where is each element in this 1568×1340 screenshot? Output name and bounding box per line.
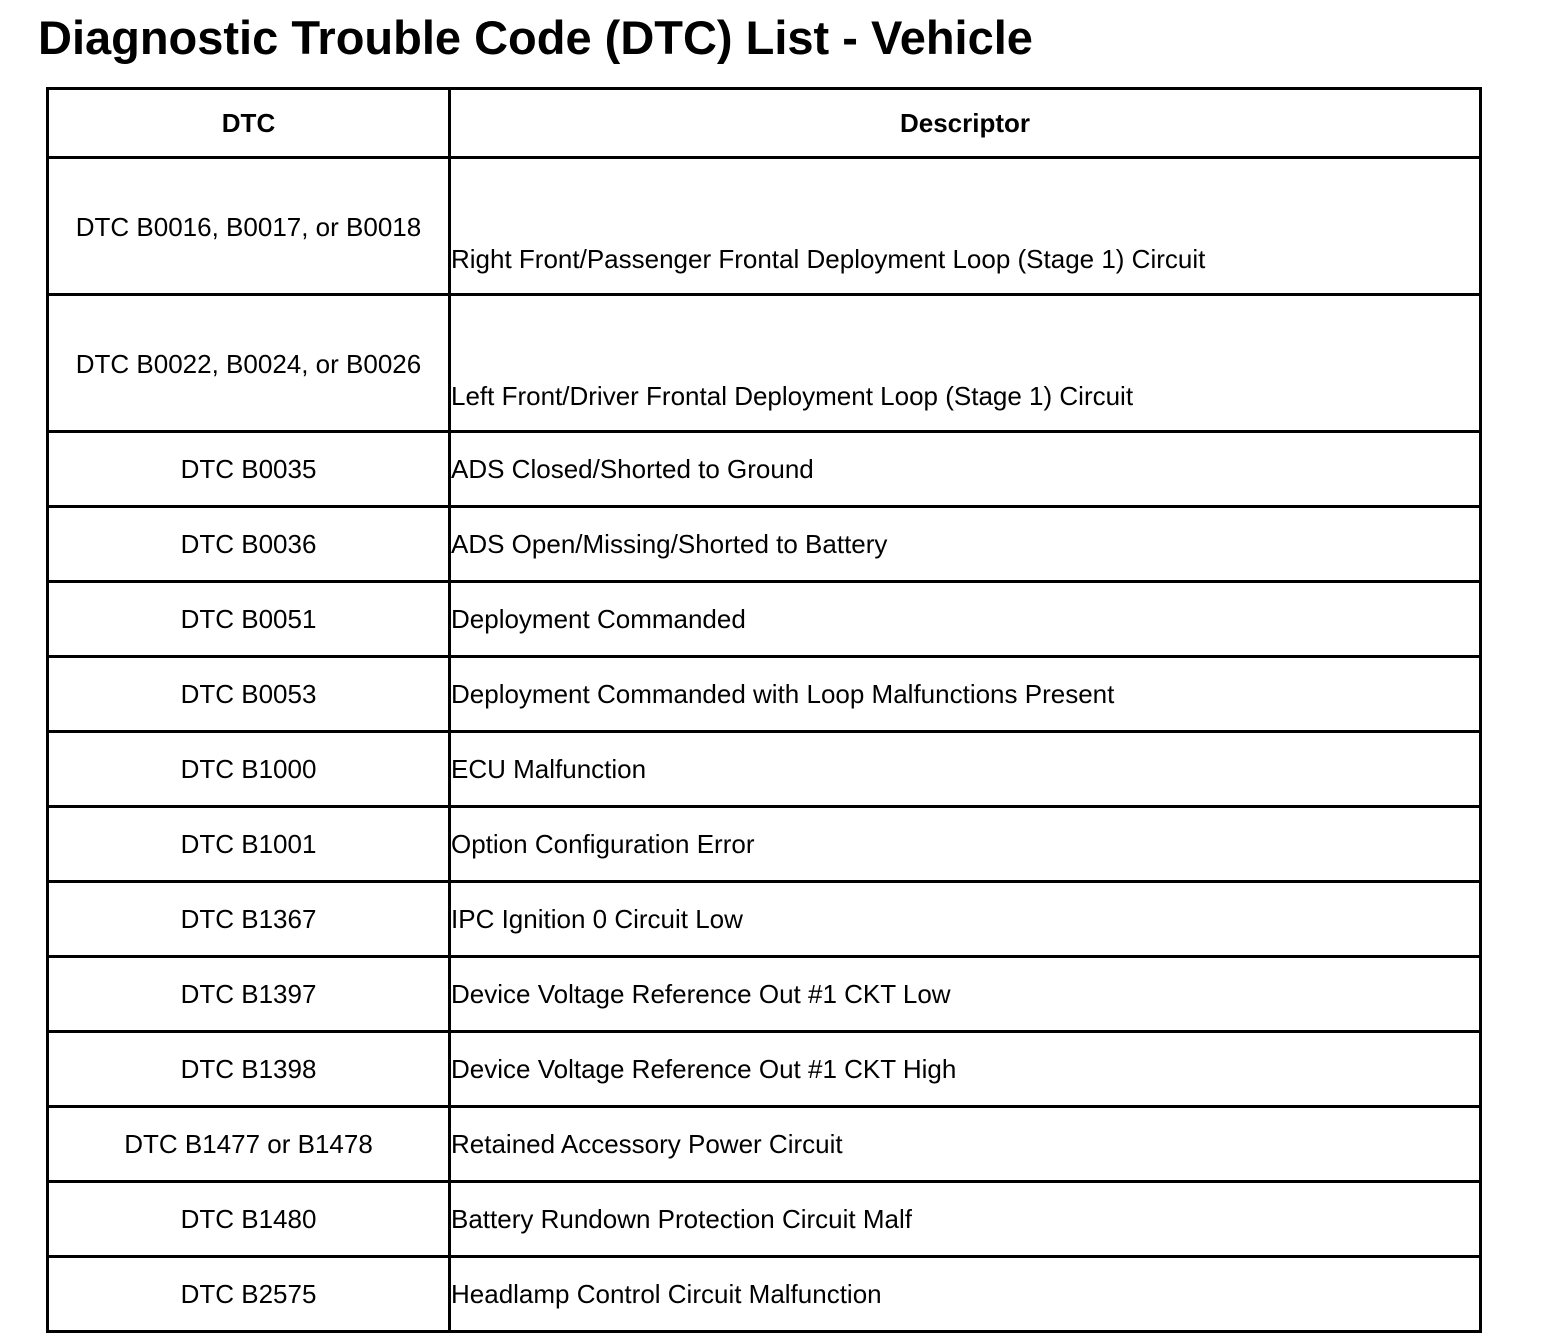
dtc-code-cell: DTC B1480 xyxy=(48,1182,450,1257)
descriptor-cell: ADS Open/Missing/Shorted to Battery xyxy=(450,507,1481,582)
dtc-code-cell: DTC B0022, B0024, or B0026 xyxy=(48,295,450,432)
page-title: Diagnostic Trouble Code (DTC) List - Vehicle xyxy=(38,11,1033,64)
dtc-code-cell: DTC B1398 xyxy=(48,1032,450,1107)
dtc-code-cell: DTC B1000 xyxy=(48,732,450,807)
table-row xyxy=(48,957,1481,1032)
dtc-code-cell: DTC B0051 xyxy=(48,582,450,657)
descriptor-cell: ADS Closed/Shorted to Ground xyxy=(450,432,1481,507)
dtc-code-cell: DTC B0035 xyxy=(48,432,450,507)
table-row xyxy=(48,1257,1481,1332)
table-row xyxy=(48,432,1481,507)
descriptor-cell: Right Front/Passenger Frontal Deployment Loop (Stage 1) Circuit xyxy=(450,158,1481,295)
descriptor-cell: Deployment Commanded xyxy=(450,582,1481,657)
table-row xyxy=(48,1182,1481,1257)
dtc-table xyxy=(46,87,1482,1333)
descriptor-cell: Device Voltage Reference Out #1 CKT High xyxy=(450,1032,1481,1107)
descriptor-cell: IPC Ignition 0 Circuit Low xyxy=(450,882,1481,957)
table-header-row xyxy=(48,89,1481,158)
table-row xyxy=(48,882,1481,957)
table-row xyxy=(48,507,1481,582)
descriptor-cell: Headlamp Control Circuit Malfunction xyxy=(450,1257,1481,1332)
descriptor-cell: Deployment Commanded with Loop Malfunctions Present xyxy=(450,657,1481,732)
dtc-code-cell: DTC B1001 xyxy=(48,807,450,882)
table-row xyxy=(48,807,1481,882)
descriptor-cell: Left Front/Driver Frontal Deployment Loop (Stage 1) Circuit xyxy=(450,295,1481,432)
table-row xyxy=(48,158,1481,295)
dtc-code-cell: DTC B0016, B0017, or B0018 xyxy=(48,158,450,295)
dtc-code-cell: DTC B0036 xyxy=(48,507,450,582)
descriptor-cell: Device Voltage Reference Out #1 CKT Low xyxy=(450,957,1481,1032)
descriptor-cell: Option Configuration Error xyxy=(450,807,1481,882)
descriptor-cell: ECU Malfunction xyxy=(450,732,1481,807)
descriptor-cell: Retained Accessory Power Circuit xyxy=(450,1107,1481,1182)
dtc-code-cell: DTC B0053 xyxy=(48,657,450,732)
table-row xyxy=(48,1032,1481,1107)
dtc-code-cell: DTC B1477 or B1478 xyxy=(48,1107,450,1182)
table-row xyxy=(48,657,1481,732)
dtc-code-cell: DTC B1367 xyxy=(48,882,450,957)
dtc-code-cell: DTC B2575 xyxy=(48,1257,450,1332)
table-row xyxy=(48,582,1481,657)
table-row xyxy=(48,1107,1481,1182)
dtc-code-cell: DTC B1397 xyxy=(48,957,450,1032)
descriptor-cell: Battery Rundown Protection Circuit Malf xyxy=(450,1182,1481,1257)
column-header-dtc: DTC xyxy=(48,89,450,158)
table-row xyxy=(48,732,1481,807)
column-header-descriptor: Descriptor xyxy=(450,89,1481,158)
table-row xyxy=(48,295,1481,432)
